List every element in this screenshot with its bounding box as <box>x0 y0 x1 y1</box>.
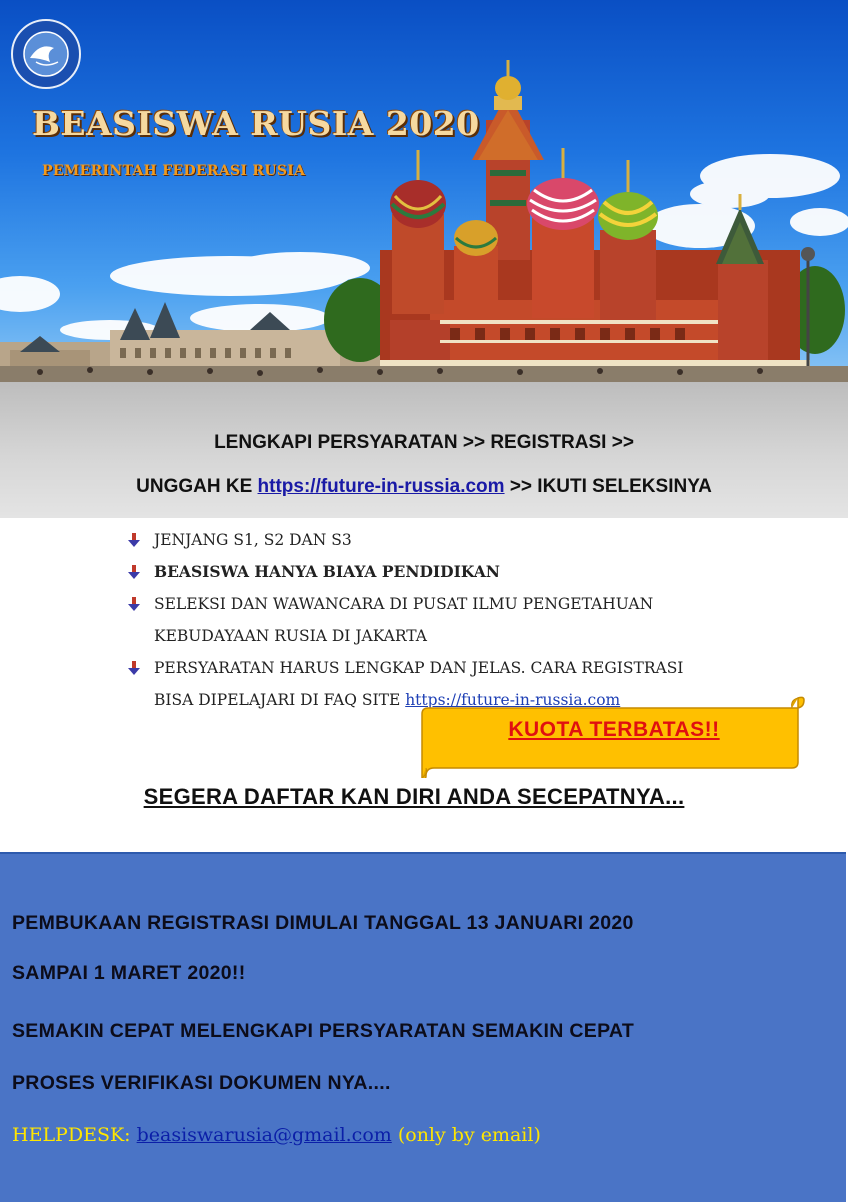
helpdesk-label: HELPDESK: <box>12 1124 137 1146</box>
steps-upload-suffix: >> IKUTI SELEKSINYA <box>504 476 712 497</box>
bullet-text-cost: BEASISWA HANYA BIAYA PENDIDIKAN <box>154 562 500 581</box>
faq-site-label: BISA DIPELAJARI DI FAQ SITE <box>154 691 406 709</box>
bullet-text-selection-2: KEBUDAYAAN RUSIA DI JAKARTA <box>154 627 427 645</box>
header-banner <box>0 0 848 382</box>
registration-open-date: PEMBUKAAN REGISTRASI DIMULAI TANGGAL 13 JANUARI 2020 <box>12 912 634 934</box>
st-basil-cathedral-illustration <box>0 0 848 382</box>
quota-limited-label: KUOTA TERBATAS!! <box>508 718 720 741</box>
future-in-russia-link[interactable]: https://future-in-russia.com <box>257 476 505 497</box>
helpdesk-line <box>12 1124 541 1146</box>
helpdesk-email-link[interactable]: beasiswarusia@gmail.com <box>136 1124 392 1146</box>
requirements-list <box>128 524 768 716</box>
registration-info-box <box>0 852 846 1202</box>
globe-dove-logo <box>10 18 82 90</box>
verification-note-1: SEMAKIN CEPAT MELENGKAPI PERSYARATAN SEMAKIN CEPAT <box>12 1020 635 1042</box>
bullet-text-selection-1: SELEKSI DAN WAWANCARA DI PUSAT ILMU PENGETAHUAN <box>154 595 654 613</box>
arrow-down-bullet-icon <box>128 533 140 547</box>
helpdesk-note: (only by email) <box>391 1124 541 1146</box>
banner-title: BEASISWA RUSIA 2020 <box>32 104 480 143</box>
list-item <box>128 588 768 652</box>
bullet-text-level: JENJANG S1, S2 DAN S3 <box>154 531 352 549</box>
arrow-down-bullet-icon <box>128 661 140 675</box>
banner-subtitle: PEMERINTAH FEDERASI RUSIA <box>42 163 306 179</box>
registration-steps-band <box>0 382 848 518</box>
faq-site-link[interactable]: https://future-in-russia.com <box>405 691 621 709</box>
list-item <box>128 556 768 588</box>
register-now-callout: SEGERA DAFTAR KAN DIRI ANDA SECEPATNYA... <box>143 784 685 809</box>
arrow-down-bullet-icon <box>128 565 140 579</box>
bullet-text-requirements-1: PERSYARATAN HARUS LENGKAP DAN JELAS. CARA REGISTRASI <box>154 659 684 677</box>
registration-close-date: SAMPAI 1 MARET 2020!! <box>12 962 246 984</box>
steps-upload-prefix: UNGGAH KE <box>136 476 258 497</box>
arrow-down-bullet-icon <box>128 597 140 611</box>
list-item <box>128 524 768 556</box>
steps-line-1: LENGKAPI PERSYARATAN >> REGISTRASI >> <box>214 432 634 453</box>
verification-note-2: PROSES VERIFIKASI DOKUMEN NYA.... <box>12 1072 391 1094</box>
steps-line-2 <box>0 476 848 498</box>
